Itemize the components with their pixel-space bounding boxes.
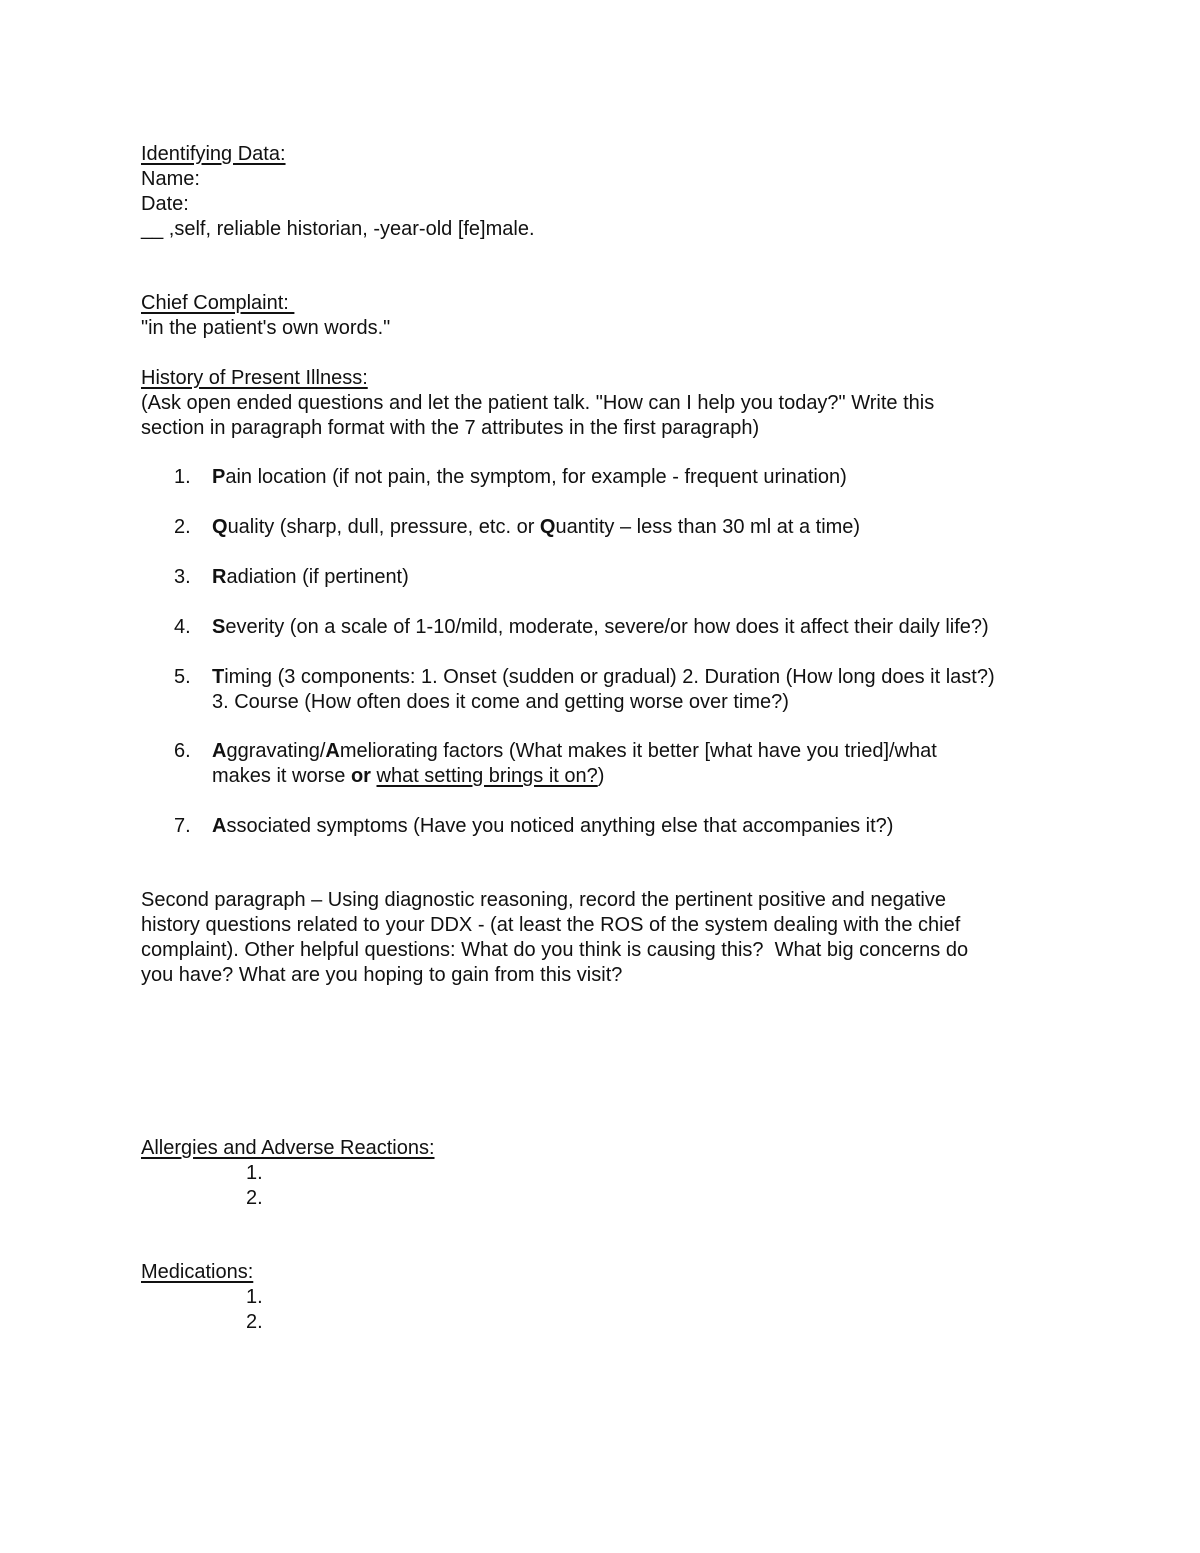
hpi-item-text: iming (3 components: 1. Onset (sudden or gradual) 2. Duration (How long does it last?) <box>224 666 995 688</box>
hpi-item-text: ain location (if not pain, the symptom, for example - frequent urination) <box>225 466 847 488</box>
medications-heading: Medications: <box>141 1261 254 1283</box>
date-label: Date: <box>141 193 189 215</box>
hpi-section <box>141 366 1071 441</box>
allergies-section <box>141 1136 1071 1161</box>
hpi-item-associated <box>212 814 1092 839</box>
hpi-item-closing-paren: ) <box>597 765 605 787</box>
hpi-item-severity <box>212 615 1092 640</box>
paragraph-line: history questions related to your DDX - (at least the ROS of the system dealing with the chief <box>141 914 961 936</box>
chief-complaint-section <box>141 291 1071 341</box>
hpi-item-text: uality (sharp, dull, pressure, etc. or <box>227 516 540 538</box>
hpi-item-underlined-text: what setting brings it on? <box>376 765 598 787</box>
chief-complaint-heading: Chief Complaint: <box>141 292 295 314</box>
hpi-item-number: 2. <box>174 516 191 538</box>
hpi-item-quality <box>212 515 1092 540</box>
hpi-item-text: ggravating/ <box>226 740 326 762</box>
paragraph-line: Second paragraph – Using diagnostic reasoning, record the pertinent positive and negative <box>141 889 946 911</box>
hpi-item-number: 6. <box>174 740 191 762</box>
hpi-item-text: uantity – less than 30 ml at a time) <box>555 516 861 538</box>
paragraph-line: complaint). Other helpful questions: What do you think is causing this? What big concerns do <box>141 939 969 961</box>
hpi-item-text: meliorating factors (What makes it better [what have you tried]/what <box>339 740 937 762</box>
hpi-item-number: 3. <box>174 566 191 588</box>
hpi-instructions-line1: (Ask open ended questions and let the patient talk. "How can I help you today?" Write this <box>141 392 935 414</box>
hpi-item-number: 5. <box>174 666 191 688</box>
hpi-item-pain <box>212 465 1092 490</box>
hpi-item-letter: A <box>212 815 227 837</box>
hpi-item-letter: S <box>212 616 226 638</box>
hpi-heading: History of Present Illness: <box>141 367 368 389</box>
hpi-item-letter: R <box>212 566 227 588</box>
hpi-item-letter: Q <box>212 516 228 538</box>
identifying-data-section <box>141 142 1071 242</box>
hpi-item-text: adiation (if pertinent) <box>226 566 409 588</box>
medication-item-number: 1. <box>246 1286 263 1308</box>
hpi-item-bold-or: or <box>350 765 371 787</box>
hpi-item-text: everity (on a scale of 1-10/mild, moderate, severe/or how does it affect their daily life?) <box>225 616 989 638</box>
hpi-item-aggravating <box>212 739 1092 789</box>
allergy-item-number: 1. <box>246 1162 263 1184</box>
hpi-item-number: 1. <box>174 466 191 488</box>
hpi-item-text: ssociated symptoms (Have you noticed anything else that accompanies it?) <box>226 815 894 837</box>
hpi-item-letter: A <box>325 740 340 762</box>
paragraph-line: you have? What are you hoping to gain from this visit? <box>141 964 623 986</box>
name-label: Name: <box>141 168 200 190</box>
hpi-instructions-line2: section in paragraph format with the 7 attributes in the first paragraph) <box>141 417 760 439</box>
hpi-item-letter: A <box>212 740 227 762</box>
hpi-item-letter: T <box>212 666 225 688</box>
hpi-item-timing <box>212 665 1092 715</box>
identifying-summary-line: __ ,self, reliable historian, -year-old [fe]male. <box>141 218 535 240</box>
medications-section <box>141 1260 1071 1285</box>
medication-item-number: 2. <box>246 1311 263 1333</box>
hpi-item-letter: Q <box>539 516 556 538</box>
hpi-item-text-continued: makes it worse <box>212 765 351 787</box>
hpi-item-text-continued: 3. Course (How often does it come and getting worse over time?) <box>212 691 789 713</box>
identifying-data-heading: Identifying Data: <box>141 143 286 165</box>
hpi-item-number: 4. <box>174 616 191 638</box>
hpi-item-letter: P <box>212 466 226 488</box>
allergies-heading: Allergies and Adverse Reactions: <box>141 1137 435 1159</box>
allergy-item-number: 2. <box>246 1187 263 1209</box>
hpi-item-radiation <box>212 565 1092 590</box>
hpi-second-paragraph <box>141 888 1071 988</box>
chief-complaint-text: "in the patient's own words." <box>141 317 391 339</box>
hpi-item-number: 7. <box>174 815 191 837</box>
